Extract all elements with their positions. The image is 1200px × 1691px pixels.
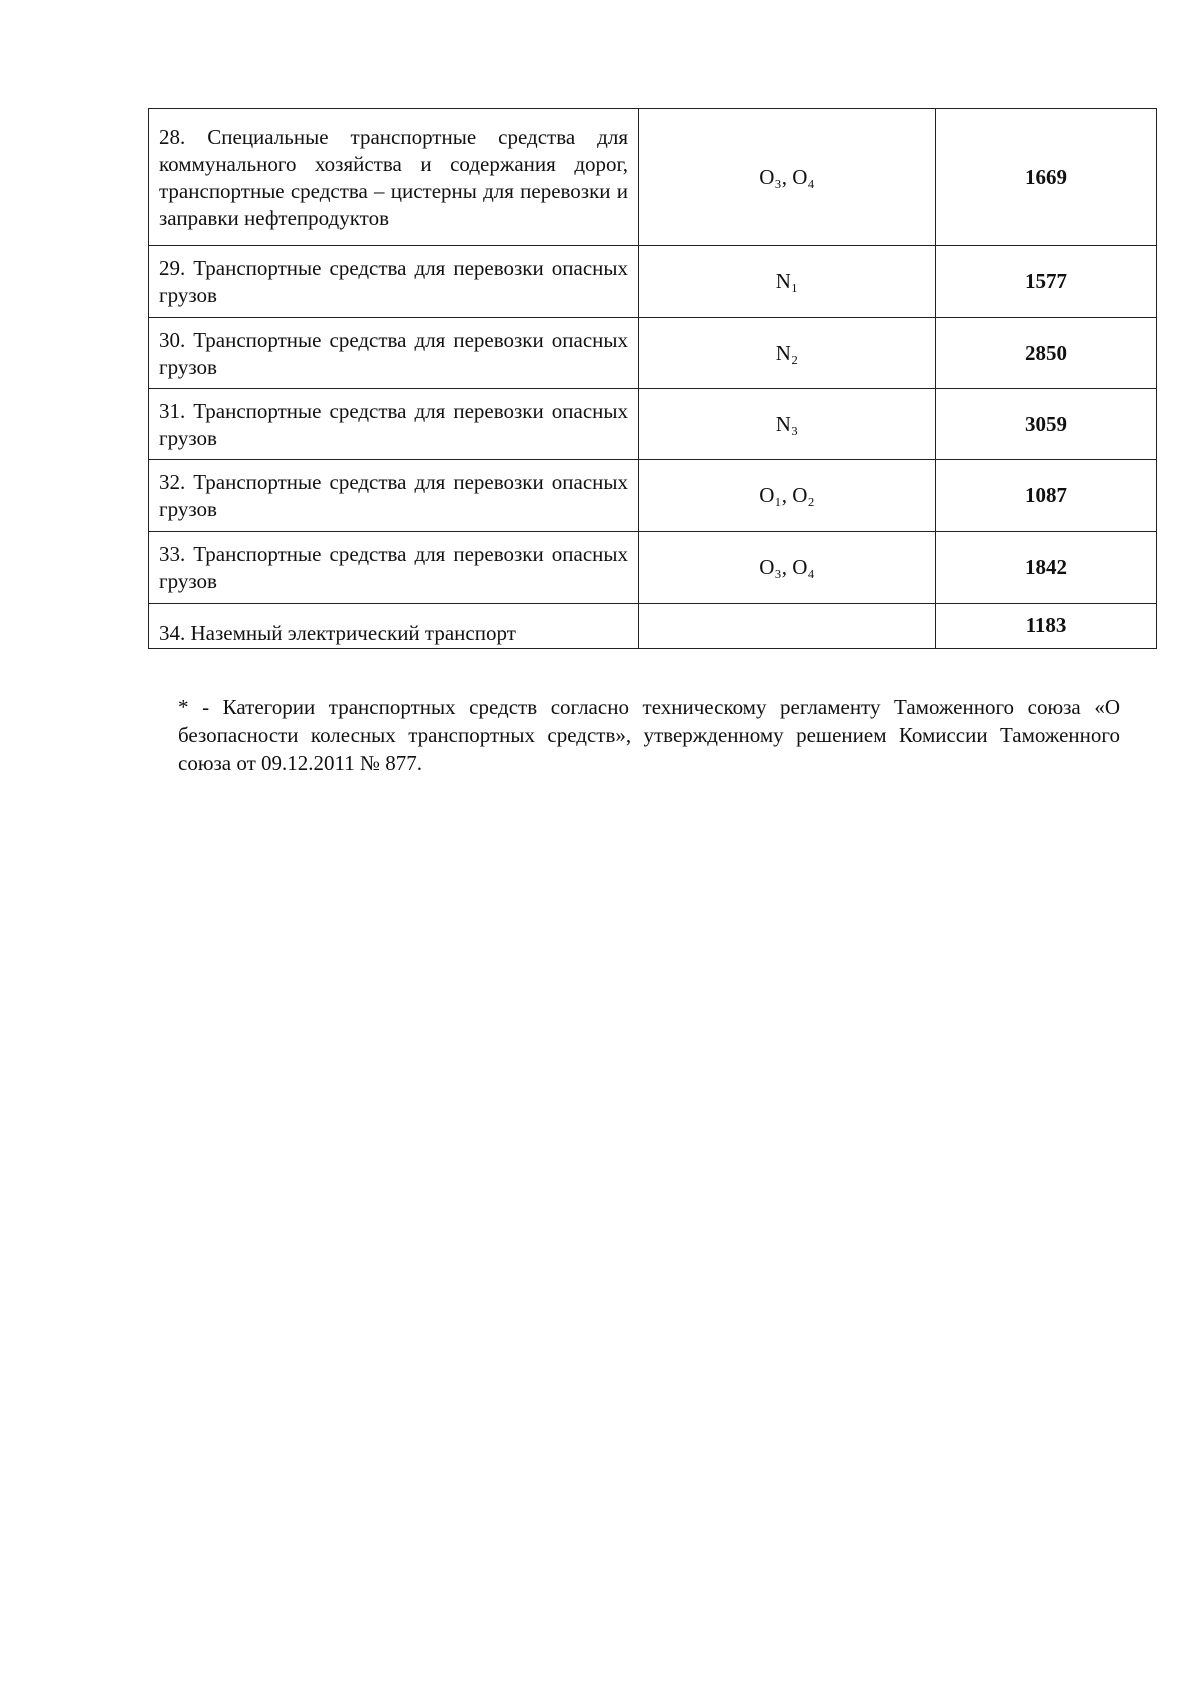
vehicle-category-cell: N₃ [639,389,936,460]
vehicle-category-cell: O₁, O₂ [639,460,936,532]
fee-value-cell: 1842 [936,532,1157,604]
footnote: * - Категории транспортных средств согласно техническому регламенту Таможенного союза «О безопасности колесных транспортных средств», утвержденному решением Комиссии Таможенного союза от 09.12.2011 № 877. [178,695,1120,775]
table-row [149,109,1157,246]
fee-value-cell: 3059 [936,389,1157,460]
vehicle-type-cell: 30. Транспортные средства для перевозки опасных грузов [149,318,639,389]
vehicle-type-cell: 33. Транспортные средства для перевозки опасных грузов [149,532,639,604]
fee-value-cell: 1577 [936,246,1157,318]
table-row [149,460,1157,532]
table-row [149,246,1157,318]
vehicle-type-cell: 31. Транспортные средства для перевозки опасных грузов [149,389,639,460]
table-row [149,604,1157,649]
vehicle-category-cell: N₂ [639,318,936,389]
fee-value-cell: 1183 [936,604,1157,649]
table-row [149,532,1157,604]
vehicle-category-cell: O₃, O₄ [639,532,936,604]
table-row [149,389,1157,460]
vehicle-category-cell: O₃, O₄ [639,109,936,246]
fee-value-cell: 1669 [936,109,1157,246]
vehicle-type-cell: 29. Транспортные средства для перевозки опасных грузов [149,246,639,318]
fee-table [148,108,1157,649]
vehicle-type-cell: 28. Специальные транспортные средства для коммунального хозяйства и содержания дорог, транспортные средства – цистерны для перевозки и заправки нефтепродуктов [149,109,639,246]
vehicle-type-cell: 34. Наземный электрический транспорт [149,604,639,649]
vehicle-category-cell [639,604,936,649]
fee-value-cell: 1087 [936,460,1157,532]
vehicle-category-cell: N₁ [639,246,936,318]
vehicle-type-cell: 32. Транспортные средства для перевозки опасных грузов [149,460,639,532]
table-row [149,318,1157,389]
fee-value-cell: 2850 [936,318,1157,389]
